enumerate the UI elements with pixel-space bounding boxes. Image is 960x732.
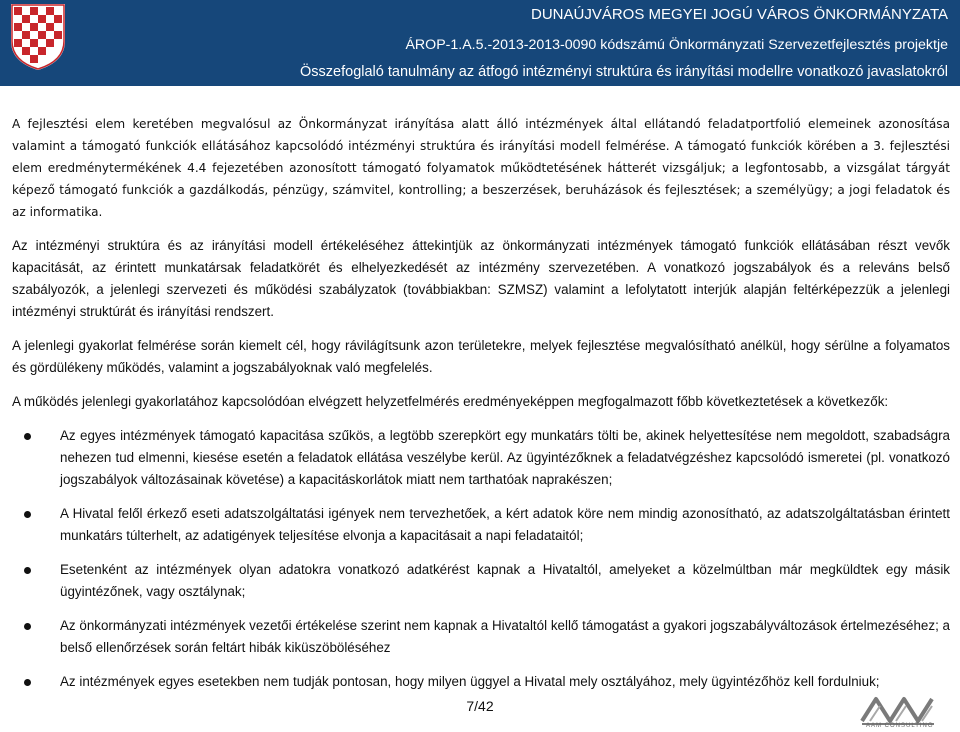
document-body <box>12 113 950 705</box>
paragraph-structure: Az intézményi struktúra és az irányítási modell értékeléséhez áttekintjük az önkormányzati intézmények támogató funkciók ellátásában részt vevők kapacitását, az érintett munkatársak feladatkörét és elhelyezkedését az intézmény szervezetében. A vonatkozó jogszabályok és a releváns belső szabályozók, a jelenlegi szervezeti és működési szabályzatok (továbbiakban: SZMSZ) valamint a lefolytatott interjúk alapján feltérképezzük a jelenlegi intézményi struktúrát és irányítási rendszert. <box>12 238 950 319</box>
paragraph-practice: A jelenlegi gyakorlat felmérése során kiemelt cél, hogy rávilágítsunk azon területekre, melyek fejlesztése megvalósítható anélkül, hogy sérülne a folyamatos és gördülékeny működés, valamint a jogszabályoknak való megfelelés. <box>12 338 950 375</box>
document-subtitle: Összefoglaló tanulmány az átfogó intézményi struktúra és irányítási modellre vonatkozó javaslatokról <box>300 64 948 80</box>
bullet-icon <box>24 433 31 440</box>
list-item: Esetenként az intézmények olyan adatokra vonatkozó adatkérést kapnak a Hivataltól, amelyeket a közelmúltban már megküldtek egy másik ügyintézőnek, vagy osztálynak; <box>12 559 950 603</box>
page-number: 7/42 <box>466 698 494 714</box>
bullet-icon <box>24 567 31 574</box>
paragraph-conclusions: A működés jelenlegi gyakorlatához kapcsolódóan elvégzett helyzetfelmérés eredményeképpen megfogalmazott főbb következtetések a következők: <box>12 394 889 409</box>
list-item: A Hivatal felől érkező eseti adatszolgáltatási igények nem tervezhetőek, a kért adatok köre nem mindig azonosítható, az adatszolgáltatásban érintett munkatárs túlterhelt, az adatigények teljesítése elvonja a kapacitásait a napi feladataitól; <box>12 503 950 547</box>
bullet-icon <box>24 679 31 686</box>
bullet-icon <box>24 511 31 518</box>
logo-label: AAM CONSULTING <box>866 723 934 729</box>
document-header <box>0 0 960 86</box>
coat-of-arms-icon <box>10 3 66 71</box>
intro-paragraph: A fejlesztési elem keretében megvalósul az Önkormányzat irányítása alatt álló intézmények által ellátandó feladatportfolió elemeinek azonosítása valamint a támogató funkciók ellátásához kapcsolódó intézményi struktúra és irányítási modell felmérése. A támogató funkciók körében a 3. fejlesztési elem eredménytermékének 4.4 fejezetében azonosított támogató folyamatok működtetésének hátterét vizsgáljuk; a legfontosabb, a vizsgálat tárgyát képező támogató funkciók a gazdálkodás, pénzügy, számvitel, kontrolling; a beszerzések, beruházások és fejlesztések; a személyügy; a jogi feladatok és az informatika. <box>12 117 950 219</box>
list-item: Az egyes intézmények támogató kapacitása szűkös, a legtöbb szerepkört egy munkatárs tölti be, akinek helyettesítése nem megoldott, szabadságra nehezen tud elmenni, kiesése esetén a feladatok ellátása veszélybe kerül. Az ügyintézőknek a feladatvégzéshez kapcsolódó ismeretei (pl. vonatkozó jogszabályok változásainak követése) a kapacitáskorlátok miatt nem tarthatóak naprakészen; <box>12 425 950 491</box>
municipality-title: DUNAÚJVÁROS MEGYEI JOGÚ VÁROS ÖNKORMÁNYZATA <box>531 6 948 23</box>
bullet-icon <box>24 623 31 630</box>
list-item: Az önkormányzati intézmények vezetői értékelése szerint nem kapnak a Hivataltól kellő támogatást a gyakori jogszabályváltozások értelmezéséhez; a belső ellenőrzések során feltárt hibák kiküszöböléséhez <box>12 615 950 659</box>
list-item: Az intézmények egyes esetekben nem tudják pontosan, hogy milyen üggyel a Hivatal mely osztályához, mely ügyintézőhöz kell fordulniuk; <box>12 671 950 693</box>
project-code-title: ÁROP-1.A.5.-2013-2013-0090 kódszámú Önkormányzati Szervezetfejlesztés projektje <box>405 37 948 53</box>
conclusions-list <box>12 425 950 693</box>
